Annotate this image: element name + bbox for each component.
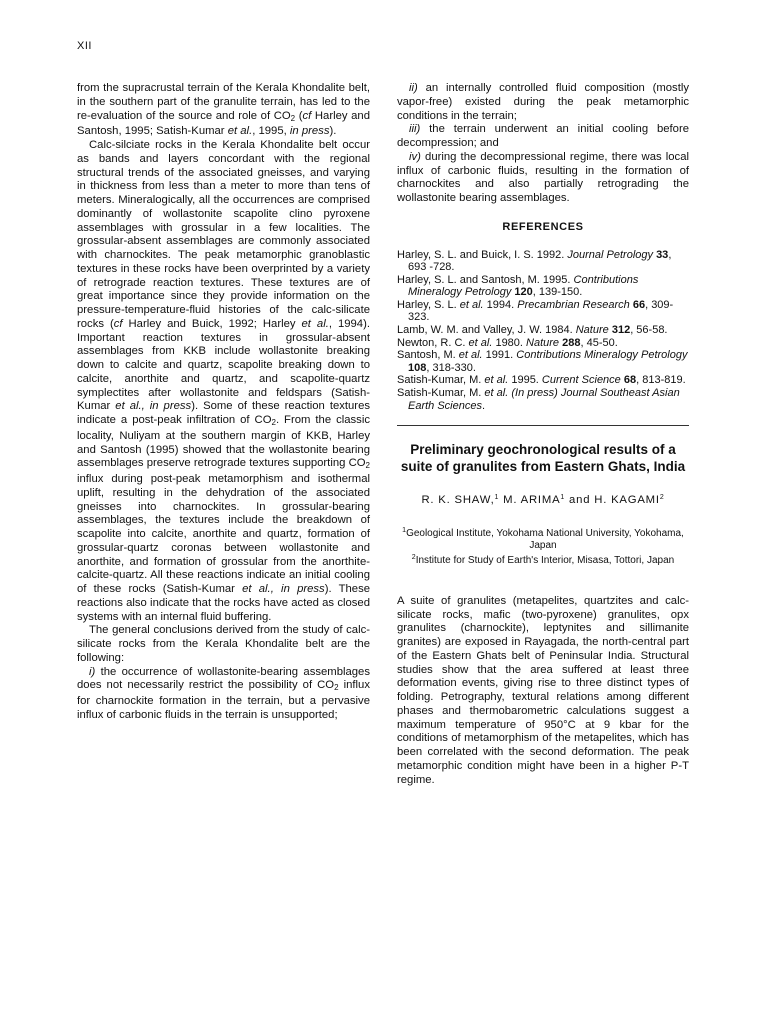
author-list: R. K. SHAW,$^1$ M. ARIMA$^1$ and H. KAGAMI$^2$ [421, 494, 665, 507]
affiliations [397, 525, 689, 567]
reference-item: Harley, S. L. and Santosh, M. 1995. Contributions Mineralogy Petrology 120, 139-150. [397, 273, 639, 299]
article-title: Preliminary geochronological results of a suite of granulites from Eastern Ghats, India [400, 442, 686, 475]
reference-item: Satish-Kumar, M. et al. 1995. Current Science 68, 813-819. [397, 374, 686, 387]
abstract-paragraph: A suite of granulites (metapelites, quartzites and calc-silicate rocks, mafic (two-pyroxene) granulites, opx granulites (charnockite), leptynites and sillimanite granites) are exposed in Rayagada, the north-central part of the Eastern Ghats belt of Peninsular India. Structural studies show that the area suffered at least three deformation events, giving rise to three distinct types of folding. Petrography, textural relations among different phases and thermobarometric calculations suggest a maximum temperature of 950°C at 9 kbar for the conditions of metamorphism of the metapelites, which has been correlated with the second deformation. The peak metamorphic condition might have been in a higher P-T regime. [397, 594, 689, 786]
paragraph-conclusions: The general conclusions derived from the study of calc-silicate rocks from the Kerala Khondalite belt are the following: [77, 624, 370, 664]
section-divider [397, 425, 689, 426]
reference-item: Harley, S. L. and Buick, I. S. 1992. Journal Petrology 33, 693 -728. [397, 248, 672, 274]
affiliation-1: $^1$Geological Institute, Yokohama National University, Yokohama, Japan [402, 526, 684, 551]
reference-item: Santosh, M. et al. 1991. Contributions Mineralogy Petrology 108, 318-330. [397, 349, 688, 374]
page-number: XII [77, 40, 92, 52]
reference-item: Satish-Kumar, M. et al. (In press) Journal Southeast Asian Earth Sciences. [397, 387, 680, 412]
reference-item: Harley, S. L. et al. 1994. Precambrian Research 66, 309-323. [397, 298, 674, 324]
references-list [397, 249, 689, 413]
reference-item: Newton, R. C. et al. 1980. Nature 288, 45-50. [397, 336, 618, 349]
paragraph-intro: from the supracrustal terrain of the Kerala Khondalite belt, in the southern part of the granulite terrain, has led to the re-evaluation of the source and role of $CO_2$ (cf Harley and Santosh, 1995; Satish-Kumar et al., 1995, in press). [77, 82, 370, 138]
conclusion-item-3: iii) the terrain underwent an initial cooling before decompression; and [397, 123, 689, 149]
references-heading: REFERENCES [502, 220, 584, 233]
reference-item: Lamb, W. M. and Valley, J. W. 1984. Nature 312, 56-58. [397, 324, 668, 337]
right-column [397, 82, 689, 787]
left-column [77, 82, 370, 723]
conclusion-item-4: iv) during the decompressional regime, there was local influx of carbonic fluids, resulting in the formation of charnockites and also partially retrograding the wollastonite bearing assemblages. [397, 150, 689, 204]
paragraph-calc-silicate: Calc-silciate rocks in the Kerala Khondalite belt occur as bands and layers concordant with the regional structural trends of the associated gneisses, and varying in thickness from less than a meter to more than tens of meters. Mineralogically, all the occurrences are comprised dominantly of wollastonite scapolite clino pyroxene assemblages with grossular in a few localities. The grossular-absent assemblages are commonly associated with charnockites. The peak metamorphic granoblastic textures in these rocks have been overprinted by a variety of retrograde reaction textures. These textures are of great importance since they provide information on the pressure-temperature-fluid histories of the calc-silicate rocks (cf Harley and Buick, 1992; Harley et al., 1994). Important reaction textures in grossular-absent assemblages from KKB include wollastonite breaking down to calcite and quartz, scapolite breaking down to calcite, anorthite and quartz, and scapolite-quartz symplectites after wollastonite and feldspars (Satish-Kumar et al., in press). Some of these reaction textures indicate a post-peak infiltration of $CO_2$. From the classic locality, Nuliyam at the southern margin of KKB, Harley and Santosh (1995) showed that the wollastonite bearing assemblages preserve retrograde textures supporting $CO_2$ influx during post-peak metamorphism and isothermal uplift, resulting in the dehydration of the associated gneisses into charnockites. In grossular-bearing assemblages, the textures include the breakdown of scapolite into calcite, anorthite and quartz, formation of grossular-quartz coronas between wollastonite and anorthite, and formation of grossular from the anorthite-calcite-quartz. All these reactions indicate an initial cooling of these rocks (Satish-Kumar et al., in press). These reactions also indicate that the rocks have acted as closed systems with an internal fluid buffering. [77, 139, 371, 623]
conclusion-item-2: ii) an internally controlled fluid composition (mostly vapor-free) existed during the peak metamorphic conditions in the terrain; [397, 82, 689, 122]
affiliation-2: $^2$Institute for Study of Earth's Interior, Misasa, Tottori, Japan [411, 553, 675, 566]
conclusion-item-1: i) the occurrence of wollastonite-bearing assemblages does not necessarily restrict the possibility of $CO_2$ influx for charnockite formation in the terrain, but a pervasive influx of carbonic fluids in the terrain is unsupported; [77, 665, 370, 721]
